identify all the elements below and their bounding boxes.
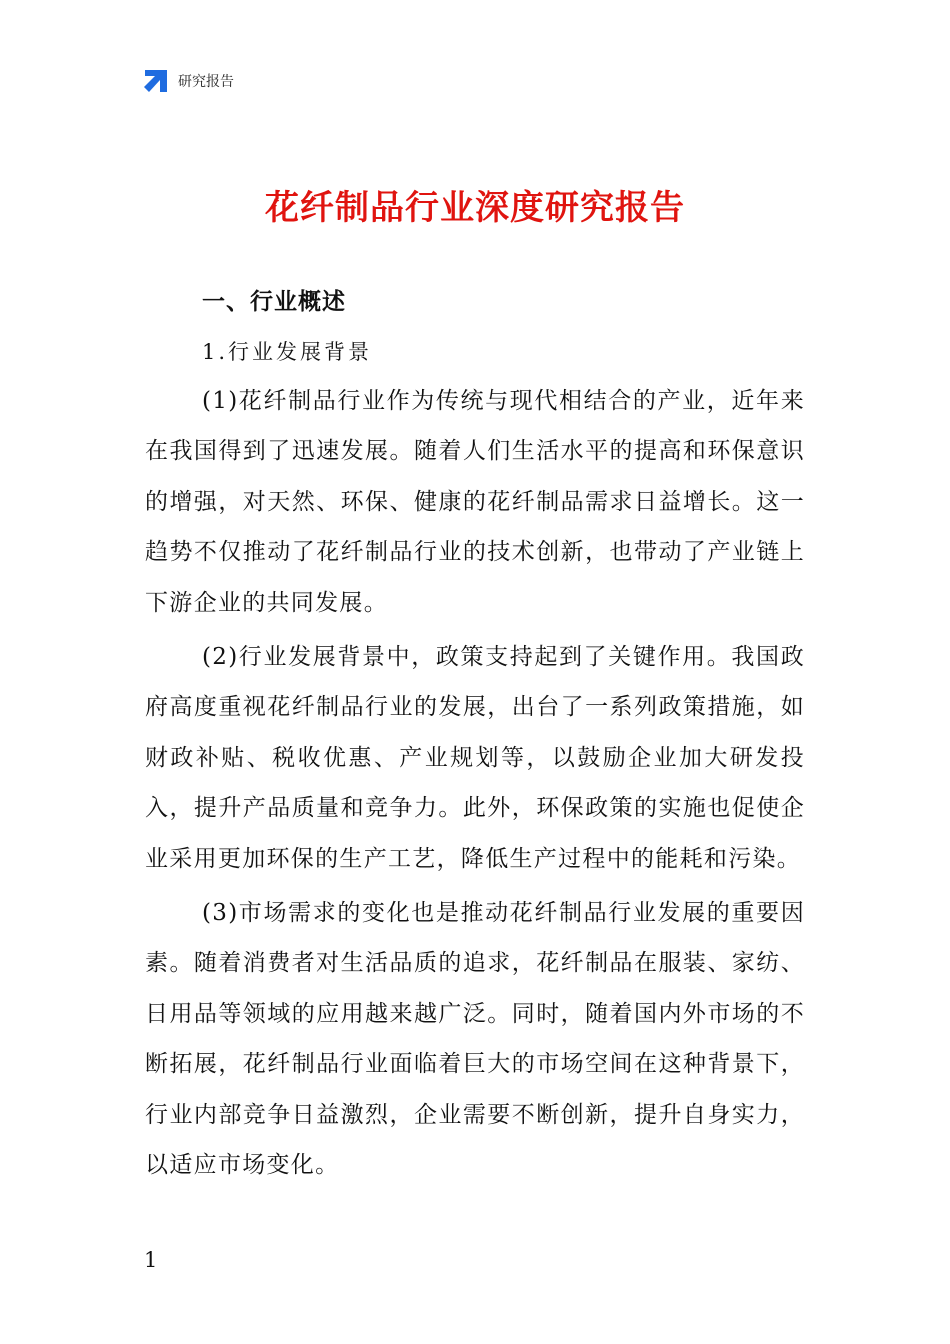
- document-body: [145, 282, 805, 1191]
- page-number: 1: [144, 1248, 158, 1272]
- header-label: 研究报告: [178, 74, 234, 90]
- paragraph-2: (2)行业发展背景中，政策支持起到了关键作用。我国政府高度重视花纤制品行业的发展，出台了一系列政策措施，如财政补贴、税收优惠、产业规划等，以鼓励企业加大研发投入，提升产品质量和竞争力。此外，环保政策的实施也促使企业采用更加环保的生产工艺，降低生产过程中的能耗和污染。: [145, 644, 805, 872]
- section-heading: 一、行业概述: [202, 289, 346, 315]
- document-title: 花纤制品行业深度研究报告: [265, 188, 685, 228]
- paragraph-3: (3)市场需求的变化也是推动花纤制品行业发展的重要因素。随着消费者对生活品质的追求，花纤制品在服装、家纺、日用品等领域的应用越来越广泛。同时，随着国内外市场的不断拓展，花纤制品行业面临着巨大的市场空间在这种背景下，行业内部竞争日益激烈，企业需要不断创新，提升自身实力，以适应市场变化。: [145, 900, 805, 1179]
- report-header: [143, 68, 234, 94]
- paragraph-1: (1)花纤制品行业作为传统与现代相结合的产业，近年来在我国得到了迅速发展。随着人们生活水平的提高和环保意识的增强，对天然、环保、健康的花纤制品需求日益增长。这一趋势不仅推动了花纤制品行业的技术创新，也带动了产业链上下游企业的共同发展。: [145, 388, 805, 616]
- arrow-logo-icon: [143, 68, 169, 94]
- subsection-heading: 1.行业发展背景: [202, 340, 373, 364]
